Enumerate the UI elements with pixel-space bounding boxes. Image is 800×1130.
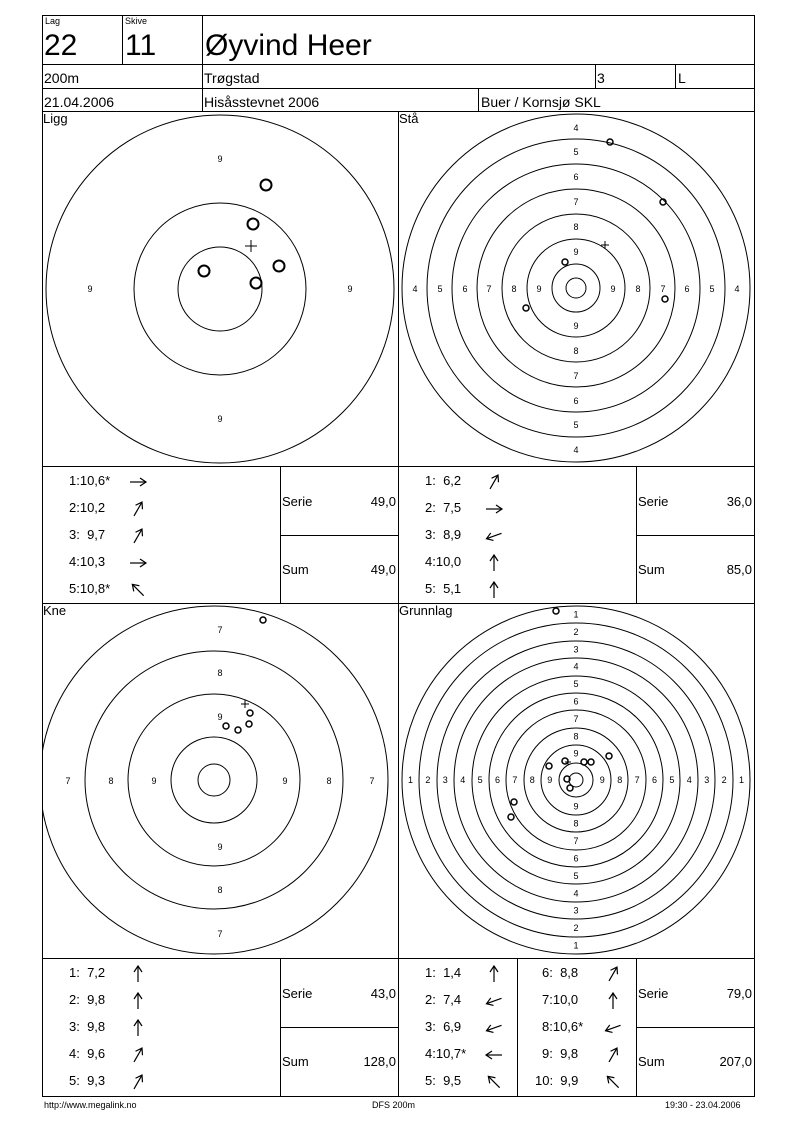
shot-hole — [581, 759, 587, 765]
ring-label: 4 — [734, 284, 740, 294]
arrow-up-right-icon — [128, 499, 148, 519]
shot-score: 4: 9,6 — [69, 1046, 106, 1061]
shot-score: 2: 7,4 — [425, 992, 462, 1007]
ring-label: 7 — [573, 371, 579, 381]
ring-label: 7 — [217, 929, 223, 939]
ring-label: 4 — [573, 445, 579, 455]
range-name: Buer / Kornsjø SKL — [481, 94, 601, 110]
ring-label: 5 — [477, 775, 483, 785]
ring-label: 2 — [573, 923, 579, 934]
ring-label: 8 — [529, 775, 535, 785]
ring-label: 7 — [65, 776, 71, 786]
ring-label: 7 — [573, 836, 579, 847]
sum-value: 49,0 — [370, 562, 396, 577]
arrow-up-icon — [128, 991, 148, 1011]
serie-label: Serie — [282, 986, 313, 1001]
arrow-up-left-icon — [128, 580, 148, 600]
arrow-up-icon — [128, 964, 148, 984]
ring-label: 5 — [573, 870, 579, 881]
shot-hole — [662, 296, 668, 302]
shot-score: 1: 6,2 — [425, 473, 462, 488]
class-letter: L — [678, 70, 686, 86]
ring-label: 7 — [369, 776, 375, 786]
ring-label: 9 — [87, 284, 93, 294]
ring-label: 9 — [573, 321, 579, 331]
shot-hole — [562, 259, 568, 265]
ring-label: 9 — [599, 775, 605, 785]
serie-label: Serie — [282, 494, 313, 509]
sum-label: Sum — [638, 562, 665, 577]
sum-value: 207,0 — [719, 1054, 752, 1069]
lag-label: Lag — [45, 16, 61, 26]
arrow-up-icon — [484, 964, 504, 984]
serie-label: Serie — [638, 494, 669, 509]
shot-hole — [562, 758, 568, 764]
ring-label: 2 — [425, 775, 431, 785]
arrow-up-right-icon — [128, 1045, 148, 1065]
ring-label: 8 — [635, 284, 641, 294]
sum-label: Sum — [282, 1054, 309, 1069]
ring-label: 7 — [512, 775, 518, 785]
section-title-grunnlag: Grunnlag — [399, 603, 453, 618]
ring-label: 6 — [573, 172, 579, 182]
ring-label: 6 — [573, 853, 579, 864]
shot-hole — [247, 710, 253, 716]
ring-label: 8 — [326, 776, 332, 786]
ring-label: 5 — [573, 147, 579, 157]
ring-label: 8 — [108, 776, 114, 786]
shot-score: 9: 9,8 — [542, 1046, 579, 1061]
ring-label: 9 — [151, 776, 157, 786]
shot-score: 3: 6,9 — [425, 1019, 462, 1034]
shot-hole — [199, 266, 210, 277]
ring-label: 9 — [217, 712, 223, 722]
ring-label: 6 — [494, 775, 501, 785]
shot-hole — [523, 305, 529, 311]
arrow-down-left-icon — [484, 991, 504, 1011]
footer-program: DFS 200m — [372, 1100, 416, 1110]
serie-value: 79,0 — [726, 986, 752, 1001]
ring-label: 1 — [738, 775, 745, 785]
ring-label: 6 — [573, 396, 579, 406]
section-title-ligg: Ligg — [43, 111, 68, 126]
ring-label: 3 — [704, 775, 710, 785]
shot-hole — [223, 723, 229, 729]
ring-label: 4 — [460, 775, 466, 785]
ring-label: 7 — [634, 775, 640, 785]
shot-hole — [235, 727, 241, 733]
shot-hole — [511, 799, 517, 805]
ring-label: 4 — [573, 661, 579, 672]
shot-score: 4:10,3 — [69, 554, 106, 569]
ring-label: 3 — [573, 644, 579, 655]
arrow-up-right-icon — [603, 1045, 623, 1065]
arrow-right-icon — [484, 499, 504, 519]
ring-label: 7 — [573, 713, 579, 724]
target-sta — [398, 112, 754, 466]
ring-label: 8 — [573, 818, 579, 829]
arrow-down-left-icon — [484, 1018, 504, 1038]
shot-score: 10: 9,9 — [535, 1073, 579, 1088]
lag-value: 22 — [44, 29, 78, 62]
ring-label: 4 — [686, 775, 692, 785]
ring-label: 7 — [486, 284, 492, 294]
ring-label: 8 — [511, 284, 517, 294]
ring-label: 7 — [217, 625, 223, 635]
ring-label: 4 — [573, 888, 579, 899]
footer-website: http://www.megalink.no — [44, 1100, 137, 1110]
ring-label: 9 — [217, 154, 223, 164]
ring-label: 9 — [217, 842, 223, 852]
shot-score: 8:10,6* — [542, 1019, 584, 1034]
ring-label: 3 — [442, 775, 448, 785]
section-title-kne: Kne — [43, 603, 67, 618]
shot-score: 2: 7,5 — [425, 500, 462, 515]
shooter-name: Øyvind Heer — [205, 29, 372, 62]
ring-label: 5 — [709, 284, 715, 294]
ring-label: 5 — [573, 420, 579, 430]
shot-hole — [260, 617, 266, 623]
shot-score: 3: 9,7 — [69, 527, 106, 542]
shot-score: 1:10,6* — [69, 473, 111, 488]
target-kne — [42, 604, 398, 958]
ring-label: 9 — [573, 247, 579, 257]
serie-value: 36,0 — [726, 494, 752, 509]
ring-label: 6 — [462, 284, 468, 294]
ring-label: 9 — [282, 776, 288, 786]
section-title-sta: Stå — [399, 111, 419, 126]
ring-label: 3 — [573, 905, 579, 916]
shot-hole — [588, 759, 594, 765]
club-town: Trøgstad — [204, 70, 260, 86]
ring-label: 5 — [669, 775, 675, 785]
distance: 200m — [44, 70, 80, 86]
ring-label: 8 — [573, 222, 579, 232]
ring-label: 5 — [437, 284, 443, 294]
ring-label: 9 — [547, 775, 553, 785]
arrow-down-left-icon — [484, 526, 504, 546]
ring-label: 2 — [721, 775, 727, 785]
ring-label: 4 — [573, 123, 579, 133]
arrow-up-left-icon — [484, 1072, 504, 1092]
shot-hole — [546, 763, 552, 769]
skive-value: 11 — [125, 29, 157, 62]
serie-value: 49,0 — [370, 494, 396, 509]
shot-hole — [567, 785, 573, 791]
shot-score: 2: 9,8 — [69, 992, 106, 1007]
ring-label: 9 — [573, 801, 579, 812]
ring-label: 9 — [217, 414, 223, 424]
shot-hole — [261, 180, 272, 191]
shot-score: 2:10,2 — [69, 500, 106, 515]
class-number: 3 — [597, 70, 605, 86]
arrow-up-left-icon — [603, 1072, 623, 1092]
sum-value: 128,0 — [363, 1054, 396, 1069]
arrow-right-icon — [128, 472, 148, 492]
arrow-up-right-icon — [128, 1072, 148, 1092]
shot-hole — [246, 721, 252, 727]
ring-label: 8 — [617, 775, 623, 785]
ring-label: 2 — [573, 626, 579, 637]
ring-label: 1 — [573, 940, 579, 951]
ring-label: 5 — [573, 679, 579, 690]
shot-score: 3: 9,8 — [69, 1019, 106, 1034]
ring-label: 4 — [412, 284, 418, 294]
arrow-right-icon — [128, 553, 148, 573]
serie-value: 43,0 — [370, 986, 396, 1001]
shot-score: 5:10,8* — [69, 581, 111, 596]
arrow-down-left-icon — [603, 1018, 623, 1038]
shot-score: 4:10,0 — [425, 554, 462, 569]
ring-label: 8 — [573, 731, 579, 742]
ring-label: 9 — [347, 284, 353, 294]
event-date: 21.04.2006 — [44, 94, 115, 110]
arrow-up-icon — [484, 580, 504, 600]
shot-score: 5: 9,3 — [69, 1073, 106, 1088]
shot-score: 3: 8,9 — [425, 527, 462, 542]
arrow-up-icon — [603, 991, 623, 1011]
ring-label: 1 — [573, 609, 579, 620]
shot-hole — [248, 219, 259, 230]
shot-score: 1: 7,2 — [69, 965, 106, 980]
shot-score: 5: 9,5 — [425, 1073, 462, 1088]
ring-label: 6 — [573, 696, 579, 707]
arrow-up-icon — [484, 553, 504, 573]
shot-score: 6: 8,8 — [542, 965, 579, 980]
shot-hole — [274, 261, 285, 272]
ring-label: 8 — [217, 668, 223, 678]
ring-label: 9 — [536, 284, 542, 294]
serie-label: Serie — [638, 986, 669, 1001]
ring-label: 8 — [573, 346, 579, 356]
skive-label: Skive — [125, 16, 148, 26]
shot-score: 4:10,7* — [425, 1046, 467, 1061]
sum-label: Sum — [282, 562, 309, 577]
arrow-up-right-icon — [128, 526, 148, 546]
sum-value: 85,0 — [726, 562, 752, 577]
ring-label: 8 — [217, 885, 223, 895]
shot-hole — [606, 753, 612, 759]
target-grunnlag — [398, 604, 754, 958]
shot-hole — [553, 608, 559, 614]
target-ligg — [42, 112, 398, 466]
ring-label: 6 — [651, 775, 658, 785]
shot-score: 7:10,0 — [542, 992, 579, 1007]
footer-timestamp: 19:30 - 23.04.2006 — [665, 1100, 741, 1110]
ring-label: 1 — [407, 775, 414, 785]
arrow-up-icon — [128, 1018, 148, 1038]
shot-score: 1: 1,4 — [425, 965, 462, 980]
ring-label: 6 — [684, 284, 690, 294]
ring-label: 7 — [660, 284, 666, 294]
ring-label: 9 — [573, 748, 579, 759]
event-name: Hisåsstevnet 2006 — [204, 94, 320, 110]
ring-label: 9 — [610, 284, 616, 294]
shot-hole — [251, 278, 262, 289]
ring-label: 7 — [573, 197, 579, 207]
sum-label: Sum — [638, 1054, 665, 1069]
arrow-up-right-icon — [484, 472, 504, 492]
arrow-up-right-icon — [603, 964, 623, 984]
shot-score: 5: 5,1 — [425, 581, 462, 596]
arrow-left-icon — [484, 1045, 504, 1065]
shot-hole — [508, 814, 514, 820]
